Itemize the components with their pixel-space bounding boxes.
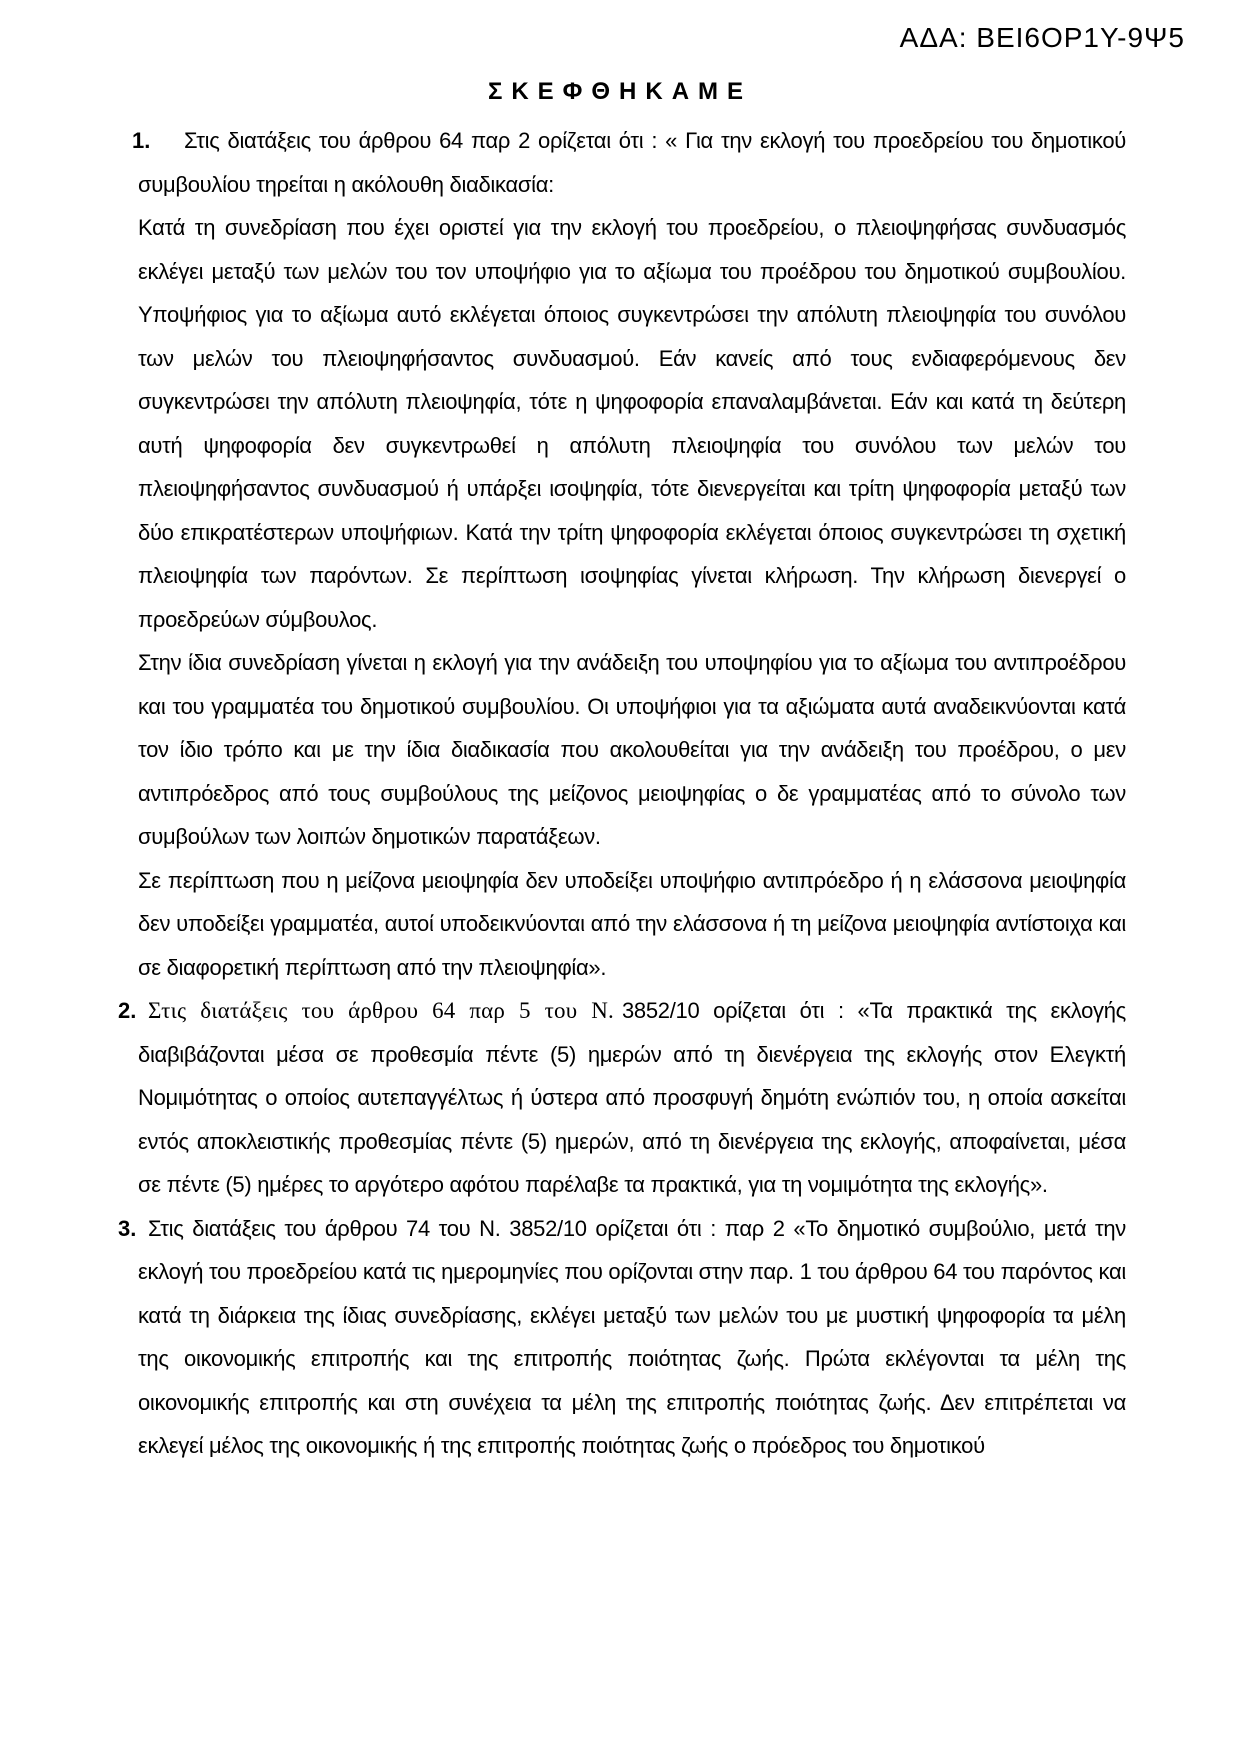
paragraph: Στην ίδια συνεδρίαση γίνεται η εκλογή για την ανάδειξη του υποψηφίου για το αξίωμα του αντιπροέδρου και του γραμματέα του δημοτικού συμβουλίου. Οι υποψήφιοι για τα αξιώματα αυτά αναδεικνύονται κατά τον ίδιο τρόπο και με την ίδια διαδικασία που ακολουθείται για την ανάδειξη του προέδρου, ο μεν αντιπρόεδρος από τους συμβούλους της μείζονος μειοψηφίας ο δε γραμματέας από το σύνολο των συμβούλων των λοιπών δημοτικών παρατάξεων. [138,650,1126,849]
ada-code: ΑΔΑ: ΒΕΙ6ΟΡ1Υ-9Ψ5 [899,22,1185,53]
paragraph: Στις διατάξεις του άρθρου 74 του Ν. 3852/10 ορίζεται ότι : παρ 2 «Το δημοτικό συμβούλιο, μετά την εκλογή του προεδρείου κατά τις ημερομηνίες που ορίζονται στην παρ. 1 του άρθρου 64 του παρόντος και κατά τη διάρκεια της ίδιας συνεδρίασης, εκλέγει μεταξύ των μελών του με μυστική ψηφοφορία τα μέλη της οικονομικής επιτροπής και της επιτροπής ποιότητας ζωής. Πρώτα εκλέγονται τα μέλη της οικονομικής επιτροπής και στη συνέχεια τα μέλη της επιτροπής ποιότητας ζωής. Δεν επιτρέπεται να εκλεγεί μέλος της οικονομικής ή της επιτροπής ποιότητας ζωής ο πρόεδρος του δημοτικού [138,1215,1126,1458]
paragraph: Σε περίπτωση που η μείζονα μειοψηφία δεν υποδείξει υποψήφιο αντιπρόεδρο ή η ελάσσονα μειοψηφία δεν υποδείξει γραμματέα, αυτοί υποδεικνύονται από την ελάσσονα ή τη μείζονα μειοψηφία αντίστοιχα και σε διαφορετική περίπτωση από την πλειοψηφία». [138,867,1126,980]
item-number-1: 1. [132,128,151,153]
list-item-3 [118,1207,1126,1468]
list-item-1 [118,119,1126,989]
paragraph: Κατά τη συνεδρίαση που έχει οριστεί για την εκλογή του προεδρείου, ο πλειοψηφήσας συνδυασμός εκλέγει μεταξύ των μελών του τον υποψήφιο για το αξίωμα του προέδρου του δημοτικού συμβουλίου. Υποψήφιος για το αξίωμα αυτό εκλέγεται όποιος συγκεντρώσει την απόλυτη πλειοψηφία του συνόλου των μελών του πλειοψηφήσαντος συνδυασμού. Εάν κανείς από τους ενδιαφερόμενους δεν συγκεντρώσει την απόλυτη πλειοψηφία, τότε η ψηφοφορία επαναλαμβάνεται. Εάν και κατά τη δεύτερη αυτή ψηφοφορία δεν συγκεντρωθεί η απόλυτη πλειοψηφία του συνόλου των μελών του πλειοψηφήσαντος συνδυασμού ή υπάρξει ισοψηφία, τότε διενεργείται και τρίτη ψηφοφορία μεταξύ των δύο επικρατέστερων υποψήφιων. Κατά την τρίτη ψηφοφορία εκλέγεται όποιος συγκεντρώσει τη σχετική πλειοψηφία των παρόντων. Σε περίπτωση ισοψηφίας γίνεται κλήρωση. Την κλήρωση διενεργεί ο προεδρεύων σύμβουλος. [138,215,1126,632]
document-body [118,119,1126,1468]
list-item-2 [118,989,1126,1207]
section-heading: ΣΚΕΦΘΗΚΑΜΕ [487,78,753,105]
paragraph: Στις διατάξεις του άρθρου 64 παρ 2 ορίζεται ότι : « Για την εκλογή του προεδρείου του δημοτικού συμβουλίου τηρείται η ακόλουθη διαδικασία: [138,128,1126,197]
paragraph-text: 3852/10 ορίζεται ότι : «Τα πρακτικά της εκλογής διαβιβάζονται μέσα σε προθεσμία πέντε (5) ημερών από τη διενέργεια της εκλογής στον Ελεγκτή Νομιμότητας ο οποίος αυτεπαγγέλτως ή ύστερα από προσφυγή δημότη ενώπιόν του, η οποία ασκείται εντός αποκλειστικής προθεσμίας πέντε (5) ημερών, από τη διενέργεια της εκλογής, αποφαίνεται, μέσα σε πέντε (5) ημέρες το αργότερο αφότου παρέλαβε τα πρακτικά, για τη νομιμότητα της εκλογής». [138,998,1126,1197]
serif-lead-text: Στις διατάξεις του άρθρου 64 παρ 5 του Ν. [148,998,614,1023]
paragraph [138,989,1126,1207]
item-number-2: 2. [118,998,137,1023]
item-number-3: 3. [118,1215,137,1241]
